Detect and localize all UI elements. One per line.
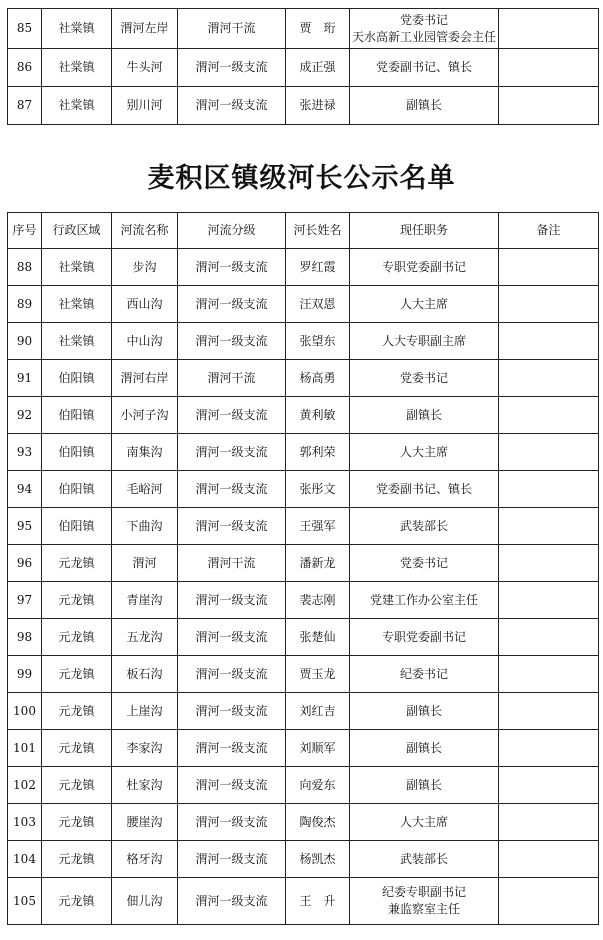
cell-level: 渭河一级支流	[178, 471, 286, 508]
cell-level: 渭河一级支流	[178, 730, 286, 767]
table-row	[8, 619, 599, 656]
cell-remark	[499, 841, 599, 878]
duty-line: 专职党委副书记	[381, 259, 466, 274]
cell-chief: 张楚仙	[286, 619, 350, 656]
table-row	[8, 767, 599, 804]
table-row	[8, 471, 599, 508]
cell-level: 渭河一级支流	[178, 286, 286, 323]
cell-duty	[350, 693, 499, 730]
cell-river: 上崖沟	[112, 693, 178, 730]
cell-remark	[499, 49, 599, 87]
cell-remark	[499, 360, 599, 397]
table-row	[8, 693, 599, 730]
duty-line: 副镇长	[405, 777, 442, 792]
cell-river: 渭河	[112, 545, 178, 582]
cell-duty	[350, 508, 499, 545]
cell-region: 伯阳镇	[42, 471, 112, 508]
cell-level: 渭河一级支流	[178, 87, 286, 125]
cell-chief: 汪双恩	[286, 286, 350, 323]
table-row	[8, 508, 599, 545]
river-chief-table-body	[8, 249, 599, 925]
cell-duty	[350, 656, 499, 693]
cell-remark	[499, 582, 599, 619]
duty-line: 兼监察室主任	[387, 902, 460, 916]
cell-level: 渭河一级支流	[178, 323, 286, 360]
cell-duty	[350, 9, 499, 49]
cell-no: 94	[8, 471, 42, 508]
cell-no: 93	[8, 434, 42, 471]
cell-level: 渭河干流	[178, 545, 286, 582]
cell-remark	[499, 471, 599, 508]
cell-remark	[499, 397, 599, 434]
cell-duty	[350, 471, 499, 508]
table-row	[8, 249, 599, 286]
duty-line: 党建工作办公室主任	[369, 592, 478, 607]
cell-region: 元龙镇	[42, 656, 112, 693]
cell-duty	[350, 878, 499, 925]
cell-remark	[499, 9, 599, 49]
table-row	[8, 878, 599, 925]
river-chief-table	[7, 212, 599, 925]
cell-duty	[350, 49, 499, 87]
cell-chief: 郭利荣	[286, 434, 350, 471]
cell-duty	[350, 545, 499, 582]
cell-chief: 罗红霞	[286, 249, 350, 286]
header-region: 行政区域	[42, 213, 112, 249]
cell-duty	[350, 87, 499, 125]
cell-remark	[499, 323, 599, 360]
cell-river: 渭河左岸	[112, 9, 178, 49]
duty-line: 人大主席	[399, 814, 448, 829]
cell-level: 渭河一级支流	[178, 841, 286, 878]
cell-region: 元龙镇	[42, 582, 112, 619]
cell-region: 伯阳镇	[42, 397, 112, 434]
table-row	[8, 841, 599, 878]
cell-no: 88	[8, 249, 42, 286]
cell-no: 101	[8, 730, 42, 767]
cell-duty	[350, 434, 499, 471]
cell-no: 100	[8, 693, 42, 730]
cell-remark	[499, 730, 599, 767]
cell-duty	[350, 619, 499, 656]
duty-line: 天水高新工业园管委会主任	[351, 29, 496, 44]
cell-chief: 裴志刚	[286, 582, 350, 619]
cell-river: 腰崖沟	[112, 804, 178, 841]
continuation-table	[7, 8, 599, 125]
table-row	[8, 9, 599, 49]
cell-region: 社棠镇	[42, 249, 112, 286]
duty-line: 党委副书记、镇长	[375, 481, 472, 496]
cell-chief: 张彤文	[286, 471, 350, 508]
cell-duty	[350, 804, 499, 841]
header-level: 河流分级	[178, 213, 286, 249]
cell-river: 格牙沟	[112, 841, 178, 878]
duty-line: 党委书记	[399, 555, 448, 570]
cell-region: 社棠镇	[42, 49, 112, 87]
cell-no: 91	[8, 360, 42, 397]
cell-river: 中山沟	[112, 323, 178, 360]
cell-river: 李家沟	[112, 730, 178, 767]
duty-line: 副镇长	[405, 740, 442, 755]
cell-level: 渭河一级支流	[178, 49, 286, 87]
cell-river: 牛头河	[112, 49, 178, 87]
cell-chief: 刘红吉	[286, 693, 350, 730]
cell-chief: 张望东	[286, 323, 350, 360]
cell-level: 渭河一级支流	[178, 397, 286, 434]
cell-region: 伯阳镇	[42, 434, 112, 471]
cell-no: 90	[8, 323, 42, 360]
duty-line: 党委副书记、镇长	[375, 60, 472, 74]
cell-chief: 杨凯杰	[286, 841, 350, 878]
table-row	[8, 434, 599, 471]
cell-no: 92	[8, 397, 42, 434]
cell-level: 渭河干流	[178, 9, 286, 49]
cell-river: 毛峪河	[112, 471, 178, 508]
continuation-table-body	[8, 9, 599, 125]
table-row	[8, 87, 599, 125]
cell-river: 下曲沟	[112, 508, 178, 545]
cell-chief: 王强军	[286, 508, 350, 545]
cell-chief: 陶俊杰	[286, 804, 350, 841]
duty-line: 人大专职副主席	[381, 333, 466, 348]
cell-level: 渭河一级支流	[178, 693, 286, 730]
cell-remark	[499, 87, 599, 125]
cell-remark	[499, 508, 599, 545]
cell-region: 社棠镇	[42, 9, 112, 49]
cell-region: 伯阳镇	[42, 360, 112, 397]
cell-duty	[350, 841, 499, 878]
cell-no: 97	[8, 582, 42, 619]
cell-river: 小河子沟	[112, 397, 178, 434]
cell-duty	[350, 730, 499, 767]
duty-line: 人大主席	[399, 444, 448, 459]
cell-river: 南集沟	[112, 434, 178, 471]
cell-no: 103	[8, 804, 42, 841]
cell-duty	[350, 582, 499, 619]
cell-no: 102	[8, 767, 42, 804]
cell-level: 渭河一级支流	[178, 767, 286, 804]
cell-region: 元龙镇	[42, 804, 112, 841]
cell-duty	[350, 249, 499, 286]
cell-duty	[350, 323, 499, 360]
header-duty: 现任职务	[350, 213, 499, 249]
duty-line: 专职党委副书记	[381, 629, 466, 644]
cell-region: 元龙镇	[42, 878, 112, 925]
cell-river: 别川河	[112, 87, 178, 125]
cell-chief: 张进禄	[286, 87, 350, 125]
cell-no: 99	[8, 656, 42, 693]
cell-region: 元龙镇	[42, 730, 112, 767]
cell-remark	[499, 286, 599, 323]
cell-remark	[499, 434, 599, 471]
cell-remark	[499, 804, 599, 841]
cell-remark	[499, 619, 599, 656]
cell-river: 佃儿沟	[112, 878, 178, 925]
cell-region: 社棠镇	[42, 286, 112, 323]
cell-chief: 杨高勇	[286, 360, 350, 397]
table-row	[8, 545, 599, 582]
duty-line: 人大主席	[399, 296, 448, 311]
cell-chief: 刘顺军	[286, 730, 350, 767]
table-row	[8, 49, 599, 87]
cell-river: 渭河右岸	[112, 360, 178, 397]
table-row	[8, 323, 599, 360]
cell-no: 95	[8, 508, 42, 545]
cell-chief: 成正强	[286, 49, 350, 87]
cell-remark	[499, 878, 599, 925]
cell-duty	[350, 397, 499, 434]
table-row	[8, 360, 599, 397]
cell-region: 元龙镇	[42, 767, 112, 804]
page-title: 麦积区镇级河长公示名单	[147, 163, 456, 194]
cell-chief: 黄利敏	[286, 397, 350, 434]
table-row	[8, 656, 599, 693]
cell-river: 五龙沟	[112, 619, 178, 656]
table-row	[8, 397, 599, 434]
duty-line: 副镇长	[405, 407, 442, 422]
cell-level: 渭河一级支流	[178, 656, 286, 693]
duty-line: 党委书记	[399, 370, 448, 385]
header-river: 河流名称	[112, 213, 178, 249]
duty-line: 党委书记	[399, 12, 448, 27]
cell-region: 伯阳镇	[42, 508, 112, 545]
cell-river: 板石沟	[112, 656, 178, 693]
cell-duty	[350, 286, 499, 323]
cell-river: 西山沟	[112, 286, 178, 323]
table-header-row	[8, 213, 599, 249]
cell-region: 社棠镇	[42, 323, 112, 360]
duty-line: 纪委专职副书记	[381, 885, 466, 899]
duty-line: 武装部长	[399, 851, 448, 866]
cell-no: 104	[8, 841, 42, 878]
cell-chief: 王 升	[286, 878, 350, 925]
cell-chief: 贾玉龙	[286, 656, 350, 693]
cell-level: 渭河一级支流	[178, 878, 286, 925]
cell-region: 元龙镇	[42, 693, 112, 730]
cell-remark	[499, 249, 599, 286]
cell-remark	[499, 656, 599, 693]
cell-no: 86	[8, 49, 42, 87]
cell-river: 杜家沟	[112, 767, 178, 804]
cell-chief: 贾 珩	[286, 9, 350, 49]
cell-level: 渭河干流	[178, 360, 286, 397]
cell-level: 渭河一级支流	[178, 582, 286, 619]
cell-chief: 向爱东	[286, 767, 350, 804]
cell-no: 85	[8, 9, 42, 49]
cell-river: 步沟	[112, 249, 178, 286]
table-row	[8, 730, 599, 767]
cell-region: 元龙镇	[42, 545, 112, 582]
header-chief: 河长姓名	[286, 213, 350, 249]
cell-remark	[499, 693, 599, 730]
cell-no: 87	[8, 87, 42, 125]
cell-level: 渭河一级支流	[178, 804, 286, 841]
header-no: 序号	[8, 213, 42, 249]
duty-line: 副镇长	[405, 98, 442, 112]
cell-level: 渭河一级支流	[178, 249, 286, 286]
cell-level: 渭河一级支流	[178, 619, 286, 656]
cell-duty	[350, 767, 499, 804]
cell-no: 96	[8, 545, 42, 582]
cell-level: 渭河一级支流	[178, 508, 286, 545]
cell-no: 89	[8, 286, 42, 323]
duty-line: 纪委书记	[399, 666, 448, 681]
cell-chief: 潘新龙	[286, 545, 350, 582]
cell-remark	[499, 767, 599, 804]
cell-region: 元龙镇	[42, 841, 112, 878]
cell-no: 105	[8, 878, 42, 925]
cell-no: 98	[8, 619, 42, 656]
table-row	[8, 582, 599, 619]
cell-region: 社棠镇	[42, 87, 112, 125]
header-remark: 备注	[499, 213, 599, 249]
cell-level: 渭河一级支流	[178, 434, 286, 471]
cell-duty	[350, 360, 499, 397]
duty-line: 副镇长	[405, 703, 442, 718]
table-row	[8, 286, 599, 323]
duty-line: 武装部长	[399, 518, 448, 533]
cell-remark	[499, 545, 599, 582]
table-row	[8, 804, 599, 841]
cell-region: 元龙镇	[42, 619, 112, 656]
cell-river: 青崖沟	[112, 582, 178, 619]
